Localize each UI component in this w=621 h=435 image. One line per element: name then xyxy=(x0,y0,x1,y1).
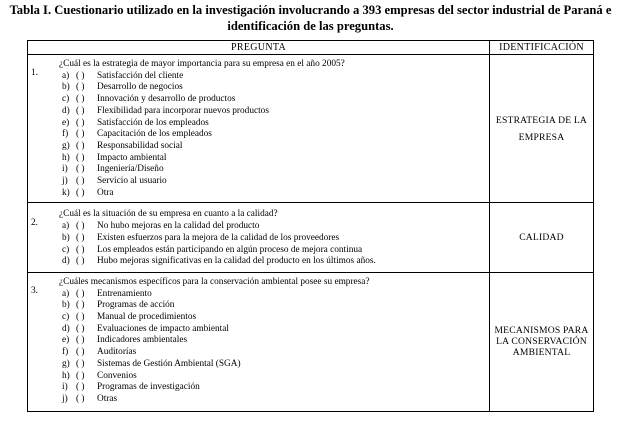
option-label: Innovación y desarrollo de productos xyxy=(97,94,236,105)
option-label: Hubo mejoras significativas en la calidad del producto en los últimos años. xyxy=(97,256,376,267)
option-letter: b) xyxy=(62,82,70,93)
identification-cell xyxy=(490,272,594,411)
option-letter: e) xyxy=(62,117,70,128)
identification-label: AMBIENTAL xyxy=(512,347,571,359)
option-label: Satisfacción de los empleados xyxy=(97,117,209,128)
option-item xyxy=(62,233,489,245)
option-item xyxy=(62,382,489,394)
option-letter: e) xyxy=(62,335,70,346)
option-label: Impacto ambiental xyxy=(97,152,167,163)
option-letter: i) xyxy=(62,164,68,175)
identification-label: EMPRESA xyxy=(518,131,565,143)
option-letter: b) xyxy=(62,232,70,243)
option-label: Servicio al usuario xyxy=(97,176,167,187)
option-label: Indicadores ambientales xyxy=(97,335,188,346)
option-item xyxy=(62,359,489,371)
option-letter: f) xyxy=(62,129,69,140)
option-checkbox[interactable]: ( ) xyxy=(76,82,85,93)
option-letter: i) xyxy=(62,382,68,393)
option-item xyxy=(62,371,489,383)
header-row xyxy=(28,41,594,55)
option-checkbox[interactable]: ( ) xyxy=(76,358,85,369)
caption-line-2: identificación de las preguntas. xyxy=(227,19,394,33)
option-item xyxy=(62,71,489,83)
option-letter: d) xyxy=(62,105,70,116)
option-letter: c) xyxy=(62,94,70,105)
option-checkbox[interactable]: ( ) xyxy=(76,117,85,128)
option-checkbox[interactable]: ( ) xyxy=(76,221,85,232)
option-checkbox[interactable]: ( ) xyxy=(76,152,85,163)
option-checkbox[interactable]: ( ) xyxy=(76,393,85,404)
option-item xyxy=(62,188,489,200)
option-checkbox[interactable]: ( ) xyxy=(76,70,85,81)
option-item xyxy=(62,141,489,153)
option-label: Programas de investigación xyxy=(97,382,200,393)
option-item xyxy=(62,164,489,176)
option-label: Otras xyxy=(97,393,118,404)
question-cell xyxy=(28,272,490,411)
option-letter: j) xyxy=(62,176,68,187)
option-label: Convenios xyxy=(97,370,137,381)
option-item xyxy=(62,82,489,94)
header-identificacion: IDENTIFICACIÓN xyxy=(490,41,594,55)
table-caption xyxy=(4,2,617,34)
option-checkbox[interactable]: ( ) xyxy=(76,94,85,105)
option-item xyxy=(62,176,489,188)
option-item xyxy=(62,289,489,301)
identification-cell xyxy=(490,55,594,203)
option-item xyxy=(62,335,489,347)
option-checkbox[interactable]: ( ) xyxy=(76,300,85,311)
option-label: Manual de procedimientos xyxy=(97,312,197,323)
option-label: Evaluaciones de impacto ambiental xyxy=(97,323,229,334)
option-checkbox[interactable]: ( ) xyxy=(76,244,85,255)
option-letter: g) xyxy=(62,140,70,151)
option-label: Entrenamiento xyxy=(97,288,152,299)
option-checkbox[interactable]: ( ) xyxy=(76,140,85,151)
option-item xyxy=(62,245,489,257)
question-number: 1. xyxy=(31,68,38,78)
option-item xyxy=(62,394,489,406)
option-checkbox[interactable]: ( ) xyxy=(76,382,85,393)
option-label: Auditorías xyxy=(97,347,137,358)
question-number: 2. xyxy=(31,218,38,229)
option-list xyxy=(28,221,489,268)
option-checkbox[interactable]: ( ) xyxy=(76,164,85,175)
option-item xyxy=(62,221,489,233)
option-item xyxy=(62,94,489,106)
option-item xyxy=(62,256,489,268)
option-item xyxy=(62,129,489,141)
option-list xyxy=(28,71,489,200)
question-text: ¿Cuál es la estrategia de mayor importancia para su empresa en el año 2005? xyxy=(59,59,345,69)
option-letter: h) xyxy=(62,152,70,163)
option-item xyxy=(62,153,489,165)
question-row xyxy=(28,203,594,273)
option-label: Capacitación de los empleados xyxy=(97,129,212,140)
option-checkbox[interactable]: ( ) xyxy=(76,323,85,334)
option-letter: a) xyxy=(62,221,70,232)
option-label: Otra xyxy=(97,187,114,198)
question-text: ¿Cuál es la situación de su empresa en cuanto a la calidad? xyxy=(59,209,278,220)
identification-cell xyxy=(490,203,594,273)
option-label: Programas de acción xyxy=(97,300,175,311)
identification-label: LA CONSERVACIÓN xyxy=(496,336,587,348)
question-cell xyxy=(28,55,490,203)
option-label: No hubo mejoras en la calidad del producto xyxy=(97,221,260,232)
option-label: Satisfacción del cliente xyxy=(97,70,184,81)
option-letter: j) xyxy=(62,393,68,404)
question-row xyxy=(28,55,594,203)
option-letter: d) xyxy=(62,256,70,267)
option-checkbox[interactable]: ( ) xyxy=(76,312,85,323)
option-checkbox[interactable]: ( ) xyxy=(76,370,85,381)
caption-line-1: Tabla I. Cuestionario utilizado en la investigación involucrando a 393 empresas del sector industrial de Paraná e xyxy=(9,3,612,17)
option-letter: f) xyxy=(62,347,69,358)
questionnaire-table xyxy=(27,40,594,412)
option-item xyxy=(62,300,489,312)
identification-label: MECANISMOS PARA xyxy=(494,325,589,337)
option-item xyxy=(62,324,489,336)
option-label: Flexibilidad para incorporar nuevos productos xyxy=(97,105,269,116)
option-checkbox[interactable]: ( ) xyxy=(76,176,85,187)
option-letter: d) xyxy=(62,323,70,334)
question-number: 3. xyxy=(31,285,38,296)
option-item xyxy=(62,347,489,359)
option-item xyxy=(62,312,489,324)
option-list xyxy=(28,289,489,406)
option-letter: b) xyxy=(62,300,70,311)
option-item xyxy=(62,118,489,130)
option-checkbox[interactable]: ( ) xyxy=(76,129,85,140)
option-checkbox[interactable]: ( ) xyxy=(76,256,85,267)
option-letter: a) xyxy=(62,70,70,81)
option-checkbox[interactable]: ( ) xyxy=(76,187,85,198)
option-checkbox[interactable]: ( ) xyxy=(76,288,85,299)
question-text: ¿Cuáles mecanismos específicos para la conservación ambiental posee su empresa? xyxy=(59,276,370,287)
option-label: Existen esfuerzos para la mejora de la calidad de los proveedores xyxy=(97,232,340,243)
option-checkbox[interactable]: ( ) xyxy=(76,232,85,243)
option-label: Desarrollo de negocios xyxy=(97,82,183,93)
option-label: Responsabilidad social xyxy=(97,140,183,151)
option-label: Los empleados están participando en algún proceso de mejora continua xyxy=(97,244,363,255)
option-letter: h) xyxy=(62,370,70,381)
option-checkbox[interactable]: ( ) xyxy=(76,335,85,346)
option-label: Sistemas de Gestión Ambiental (SGA) xyxy=(97,358,241,369)
identification-label: ESTRATEGIA DE LA xyxy=(495,114,588,126)
option-letter: k) xyxy=(62,187,70,198)
question-cell xyxy=(28,203,490,273)
option-letter: c) xyxy=(62,244,70,255)
option-label: Ingeniería/Diseño xyxy=(97,164,164,175)
option-letter: g) xyxy=(62,358,70,369)
header-pregunta: PREGUNTA xyxy=(28,41,490,55)
question-row xyxy=(28,272,594,411)
option-checkbox[interactable]: ( ) xyxy=(76,347,85,358)
option-letter: a) xyxy=(62,288,70,299)
identification-label: CALIDAD xyxy=(519,232,564,244)
option-checkbox[interactable]: ( ) xyxy=(76,105,85,116)
option-letter: c) xyxy=(62,312,70,323)
option-item xyxy=(62,106,489,118)
